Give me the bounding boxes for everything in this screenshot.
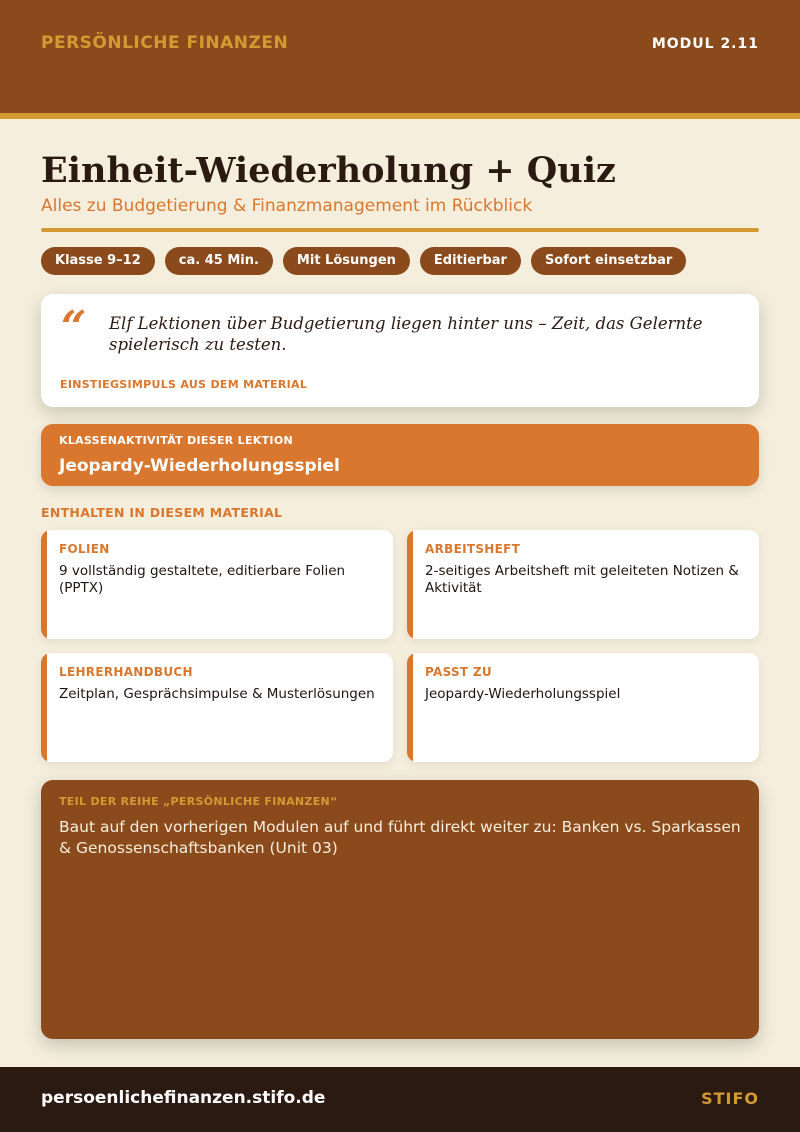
activity-label: KLASSENAKTIVITÄT DIESER LEKTION bbox=[59, 434, 293, 447]
series-card bbox=[41, 780, 759, 1039]
footer-url[interactable]: persoenlichefinanzen.stifo.de bbox=[41, 1088, 326, 1108]
series-text: Baut auf den vorherigen Modulen auf und führt direkt weiter zu: Banken vs. Sparkassen & Genossenschaftsbanken (Unit 03) bbox=[59, 818, 741, 857]
activity-card bbox=[41, 424, 759, 486]
activity-title: Jeopardy-Wiederholungsspiel bbox=[59, 456, 340, 476]
material-card-fits-with bbox=[407, 653, 759, 762]
page-footer bbox=[0, 1067, 800, 1132]
tag-list bbox=[41, 247, 686, 275]
series-name: PERSÖNLICHE FINANZEN bbox=[41, 33, 289, 53]
header-divider bbox=[0, 113, 800, 119]
footer-brand: STIFO bbox=[701, 1089, 759, 1108]
page-title: Einheit-Wiederholung + Quiz bbox=[41, 150, 616, 191]
material-card-workbook bbox=[407, 530, 759, 639]
quote-card bbox=[41, 294, 759, 407]
tag-ready: Sofort einsetzbar bbox=[531, 247, 686, 275]
material-text: 2-seitiges Arbeitsheft mit geleiteten Notizen & Aktivität bbox=[425, 563, 739, 596]
tag-grade: Klasse 9–12 bbox=[41, 247, 155, 275]
material-label: PASST ZU bbox=[425, 665, 492, 679]
material-card-teacher-guide bbox=[41, 653, 393, 762]
module-label: MODUL 2.11 bbox=[651, 36, 759, 52]
contents-heading: ENTHALTEN IN DIESEM MATERIAL bbox=[41, 505, 283, 520]
quote-source: EINSTIEGSIMPULS AUS DEM MATERIAL bbox=[60, 378, 308, 391]
material-text: Zeitplan, Gesprächsimpulse & Musterlösungen bbox=[59, 686, 375, 702]
card-accent-bar bbox=[41, 653, 47, 762]
page-header bbox=[0, 0, 800, 113]
material-label: FOLIEN bbox=[59, 542, 110, 556]
title-divider bbox=[41, 228, 759, 232]
tag-solutions: Mit Lösungen bbox=[283, 247, 410, 275]
tag-duration: ca. 45 Min. bbox=[165, 247, 273, 275]
card-accent-bar bbox=[41, 530, 47, 639]
series-label: TEIL DER REIHE „PERSÖNLICHE FINANZEN“ bbox=[59, 795, 338, 808]
card-accent-bar bbox=[407, 653, 413, 762]
card-accent-bar bbox=[407, 530, 413, 639]
material-label: ARBEITSHEFT bbox=[425, 542, 521, 556]
material-label: LEHRERHANDBUCH bbox=[59, 665, 193, 679]
page-subtitle: Alles zu Budgetierung & Finanzmanagement im Rückblick bbox=[41, 196, 533, 216]
material-card-slides bbox=[41, 530, 393, 639]
material-text: 9 vollständig gestaltete, editierbare Folien (PPTX) bbox=[59, 563, 346, 596]
tag-editable: Editierbar bbox=[420, 247, 521, 275]
material-text: Jeopardy-Wiederholungsspiel bbox=[425, 686, 621, 702]
quote-text: Elf Lektionen über Budgetierung liegen hinter uns – Zeit, das Gelernte spielerisch zu testen. bbox=[109, 314, 703, 354]
quote-mark-icon: “ bbox=[61, 302, 87, 353]
